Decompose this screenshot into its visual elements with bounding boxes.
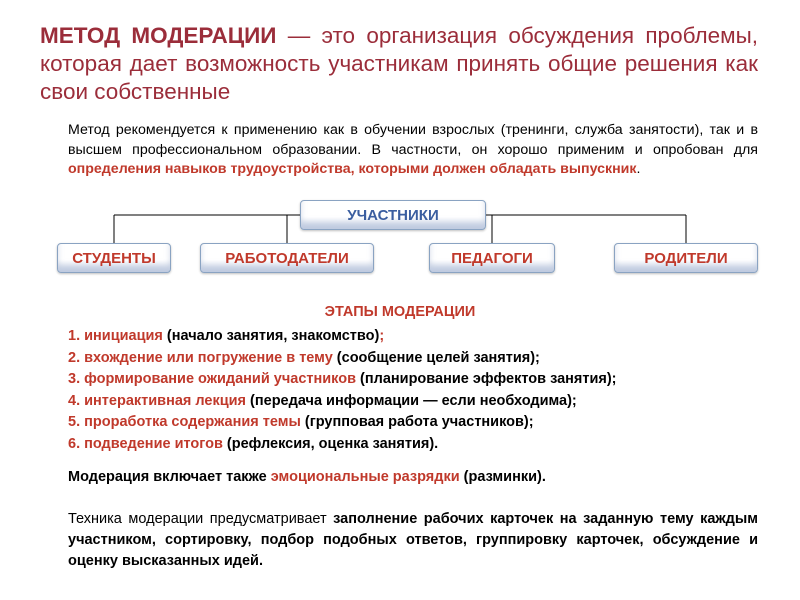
stage-item bbox=[68, 412, 768, 434]
stage-name: 1. инициация bbox=[68, 328, 163, 344]
employers-box: РАБОТОДАТЕЛИ bbox=[200, 243, 374, 273]
stage-item bbox=[68, 434, 768, 456]
technique-paragraph bbox=[68, 509, 758, 572]
stage-description: (планирование эффектов занятия); bbox=[356, 371, 617, 387]
intro-text: Метод рекомендуется к применению как в обучении взрослых (тренинги, служба занятости), так и в высшем профессиональном образовании. В частности, он хорошо применим и опробован для bbox=[68, 122, 758, 158]
stages-title: ЭТАПЫ МОДЕРАЦИИ bbox=[324, 304, 476, 320]
stage-description: (передача информации — если необходима); bbox=[246, 392, 577, 409]
title-term: МЕТОД МОДЕРАЦИИ bbox=[40, 23, 277, 48]
stage-name: 3. формирование ожиданий участников bbox=[68, 371, 357, 387]
stage-item bbox=[68, 369, 768, 391]
stage-description: (групповая работа участников); bbox=[300, 414, 534, 430]
participants-box: УЧАСТНИКИ bbox=[300, 200, 486, 230]
technique-intro: Техника модерации предусматривает bbox=[68, 511, 334, 527]
stage-item bbox=[68, 326, 768, 348]
note-end: (разминки). bbox=[459, 469, 546, 485]
note-start: Модерация включает также bbox=[68, 469, 271, 485]
note-highlight: эмоциональные разрядки bbox=[270, 469, 460, 485]
stage-description: (рефлексия, оценка занятия). bbox=[222, 435, 439, 452]
stage-tail: ; bbox=[379, 328, 385, 344]
parents-box: РОДИТЕЛИ bbox=[614, 243, 758, 273]
stage-item bbox=[68, 348, 768, 370]
technique-body: заполнение рабочих карточек на заданную тему каждым участником, сортировку, подбор подобных ответов, группировку карточек, обсуждение и оценку высказанных идей. bbox=[68, 511, 758, 569]
stage-name: 4. интерактивная лекция bbox=[68, 392, 247, 409]
moderation-note bbox=[68, 467, 758, 488]
students-box: СТУДЕНТЫ bbox=[57, 243, 171, 273]
teachers-box: ПЕДАГОГИ bbox=[429, 243, 555, 273]
stage-name: 5. проработка содержания темы bbox=[68, 414, 301, 430]
stage-description: (начало занятия, знакомство) bbox=[162, 328, 380, 344]
intro-end: . bbox=[636, 161, 641, 177]
stage-description: (сообщение целей занятия); bbox=[332, 349, 540, 366]
stage-item bbox=[68, 391, 768, 413]
stage-name: 6. подведение итогов bbox=[68, 435, 223, 452]
title-definition: — это организация обсуждения проблемы, которая дает возможность участникам принять общие решения как свои собственные bbox=[40, 23, 758, 104]
stage-name: 2. вхождение или погружение в тему bbox=[68, 349, 333, 366]
stages-list bbox=[68, 326, 768, 455]
intro-highlight: определения навыков трудоустройства, которыми должен обладать выпускник bbox=[68, 161, 637, 177]
